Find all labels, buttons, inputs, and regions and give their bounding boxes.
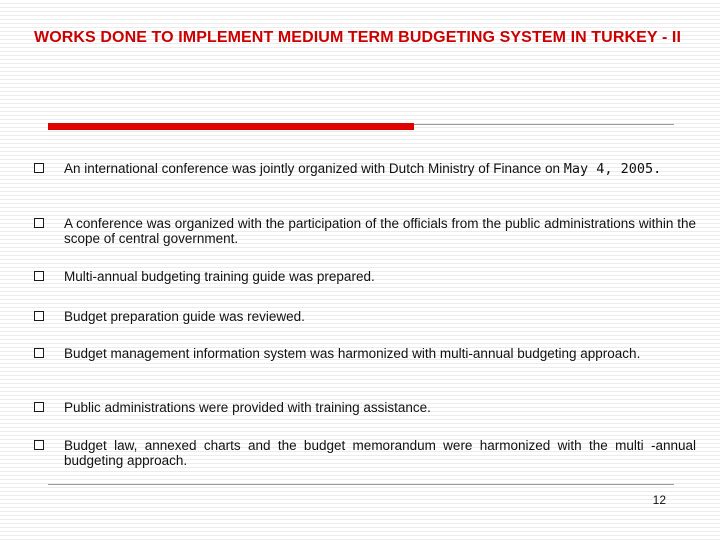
checkbox-bullet-icon — [34, 440, 44, 450]
bullet-text-training-assistance: Public administrations were provided with training assistance. — [64, 400, 431, 415]
page-number: 12 — [652, 493, 666, 507]
checkbox-bullet-icon — [34, 163, 44, 173]
bullet-text-budget-law: Budget law, annexed charts and the budget memorandum were harmonized with the multi -annual budgeting approach. — [64, 438, 696, 468]
checkbox-bullet-icon — [34, 311, 44, 321]
checkbox-bullet-icon — [34, 271, 44, 281]
checkbox-bullet-icon — [34, 402, 44, 412]
slide-title-text: WORKS DONE TO IMPLEMENT MEDIUM TERM BUDGETING SYSTEM IN TURKEY — [34, 29, 658, 46]
bullet-text: An international conference was jointly organized with Dutch Ministry of Finance on — [64, 161, 564, 176]
bullet-text-management-system: Budget management information system was harmonized with multi-annual budgeting approach. — [64, 346, 641, 361]
checkbox-bullet-icon — [34, 348, 44, 358]
slide-title-suffix: - II — [657, 29, 682, 46]
bullet-text-preparation-guide: Budget preparation guide was reviewed. — [64, 309, 305, 324]
bullet-date: May 4, 2005. — [563, 161, 662, 177]
bullet-text-conference-officials: A conference was organized with the participation of the officials from the public administrations within the scope of central government. — [64, 216, 696, 246]
bullet-text-conference-dutch — [64, 161, 696, 177]
footer-divider-line — [48, 484, 674, 485]
bullet-text-training-guide: Multi-annual budgeting training guide was prepared. — [64, 269, 375, 284]
checkbox-bullet-icon — [34, 218, 44, 228]
